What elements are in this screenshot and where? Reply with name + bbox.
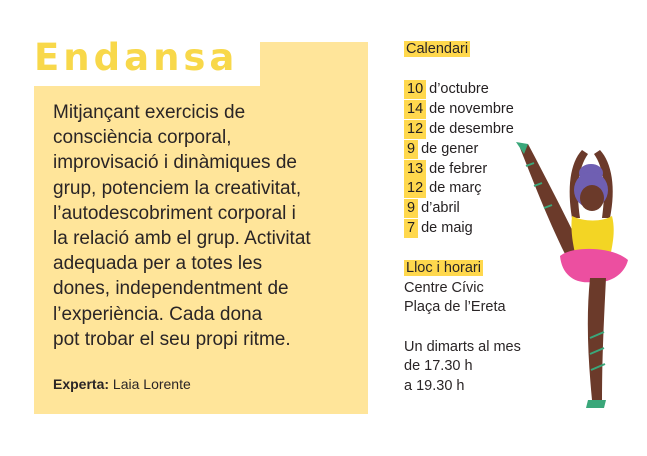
calendar-date xyxy=(404,199,460,218)
description-line: dones, independentment de xyxy=(53,278,289,300)
date-day: 14 xyxy=(404,100,426,119)
date-month: de desembre xyxy=(429,121,514,137)
date-month: de març xyxy=(429,180,482,196)
date-day: 9 xyxy=(404,140,418,159)
description-line: improvisació i dinàmiques de xyxy=(53,152,297,174)
schedule-text: a 19.30 h xyxy=(404,378,465,394)
description-line: consciència corporal, xyxy=(53,127,232,149)
date-month: de febrer xyxy=(429,161,488,177)
dancer-illustration xyxy=(512,138,632,410)
page-title: Endansa xyxy=(34,36,239,79)
expert-label: Experta: xyxy=(53,376,110,392)
calendar-date xyxy=(404,140,478,159)
date-month: de maig xyxy=(421,220,473,236)
date-day: 9 xyxy=(404,199,418,218)
schedule-text: de 17.30 h xyxy=(404,358,473,374)
description-line: grup, potenciem la creativitat, xyxy=(53,177,302,199)
date-month: d’octubre xyxy=(429,81,489,97)
date-month: d’abril xyxy=(421,200,460,216)
date-day: 13 xyxy=(404,160,426,179)
description-line: l’experiència. Cada dona xyxy=(53,303,263,325)
date-month: de novembre xyxy=(429,101,514,117)
date-day: 10 xyxy=(404,80,426,99)
location-place: Centre Cívic xyxy=(404,280,484,296)
date-day: 12 xyxy=(404,179,426,198)
date-month: de gener xyxy=(421,141,479,157)
description-line: Mitjançant exercicis de xyxy=(53,102,246,123)
calendar-date xyxy=(404,120,514,139)
description-line: l’autodescobriment corporal i xyxy=(53,202,296,224)
calendar-date xyxy=(404,219,473,238)
expert-credit xyxy=(53,376,191,392)
location-heading: Lloc i horari xyxy=(406,260,481,276)
description-line: la relació amb el grup. Activitat xyxy=(53,228,311,250)
calendar-date xyxy=(404,160,487,179)
date-day: 12 xyxy=(404,120,426,139)
location-place: Plaça de l’Ereta xyxy=(404,299,506,315)
description-line: pot trobar el seu propi ritme. xyxy=(53,328,291,350)
description-text xyxy=(53,100,353,352)
calendar-date xyxy=(404,100,514,119)
calendar-date xyxy=(404,80,489,99)
schedule-text: Un dimarts al mes xyxy=(404,339,521,355)
description-line: adequada per a totes les xyxy=(53,253,263,275)
calendar-date xyxy=(404,179,482,198)
date-day: 7 xyxy=(404,219,418,238)
expert-name: Laia Lorente xyxy=(112,376,191,392)
calendar-heading: Calendari xyxy=(406,41,469,57)
